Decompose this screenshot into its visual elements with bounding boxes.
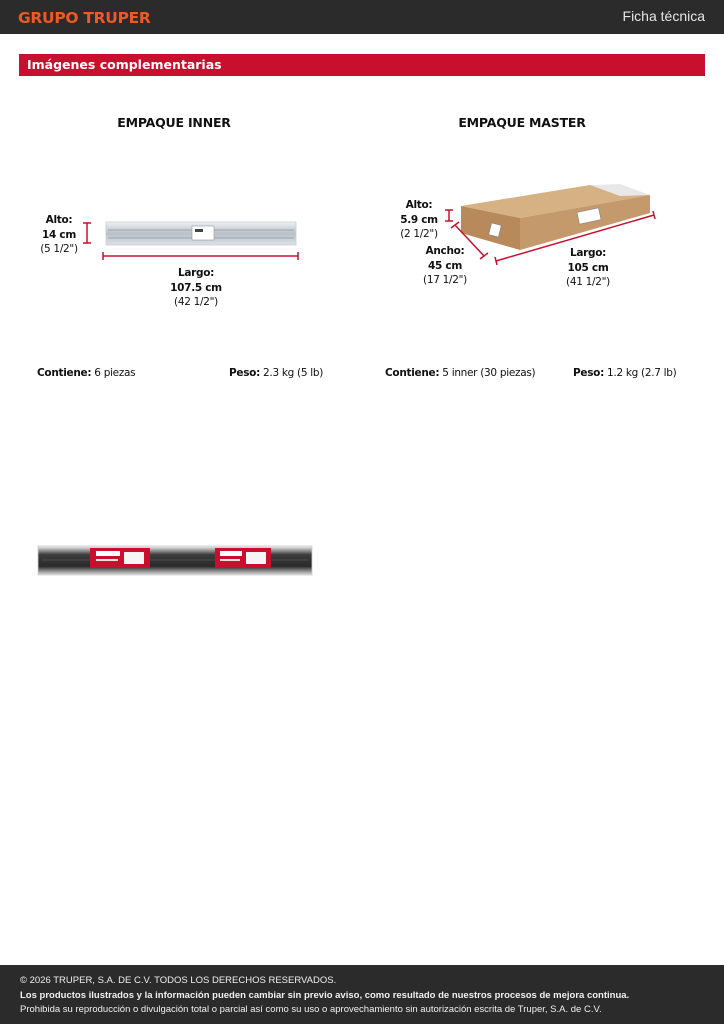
inner-peso: Peso: 2.3 kg (5 lb)	[229, 367, 324, 379]
master-box-image	[461, 184, 650, 250]
footer-notice: Los productos ilustrados y la información pueden cambiar sin previo aviso, como resultado de nuestros procesos de mejora continua.	[20, 990, 630, 1001]
inner-alto-label: Alto: 14 cm (5 1/2")	[40, 214, 78, 255]
master-package-title: EMPAQUE MASTER	[458, 115, 586, 130]
inner-contiene: Contiene: 6 piezas	[37, 367, 136, 379]
section-title: Imágenes complementarias	[27, 57, 222, 72]
page-footer	[0, 965, 724, 1024]
complementary-product-image	[38, 546, 312, 575]
inner-largo-label: Largo: 107.5 cm (42 1/2")	[170, 267, 222, 308]
master-largo-label: Largo: 105 cm (41 1/2")	[566, 247, 610, 288]
inner-package-title: EMPAQUE INNER	[117, 115, 231, 130]
master-contiene: Contiene: 5 inner (30 piezas)	[385, 367, 536, 379]
footer-legal: Prohibida su reproducción o divulgación total o parcial así como su uso o aprovechamiento sin autorización escrita de Truper, S.A. de C.V.	[20, 1004, 602, 1015]
product-label-right	[215, 548, 271, 568]
footer-copyright: © 2026 TRUPER, S.A. DE C.V. TODOS LOS DERECHOS RESERVADOS.	[20, 975, 337, 986]
grupo-truper-logo: GRUPO TRUPER	[18, 9, 151, 27]
inner-package-image	[106, 222, 296, 245]
document-title: Ficha técnica	[622, 8, 705, 24]
master-ancho-label: Ancho: 45 cm (17 1/2")	[423, 245, 467, 286]
product-label-left	[90, 548, 150, 568]
inner-largo-dimension-line	[103, 252, 298, 260]
master-alto-label: Alto: 5.9 cm (2 1/2")	[400, 199, 438, 240]
master-peso: Peso: 1.2 kg (2.7 lb)	[573, 367, 677, 379]
